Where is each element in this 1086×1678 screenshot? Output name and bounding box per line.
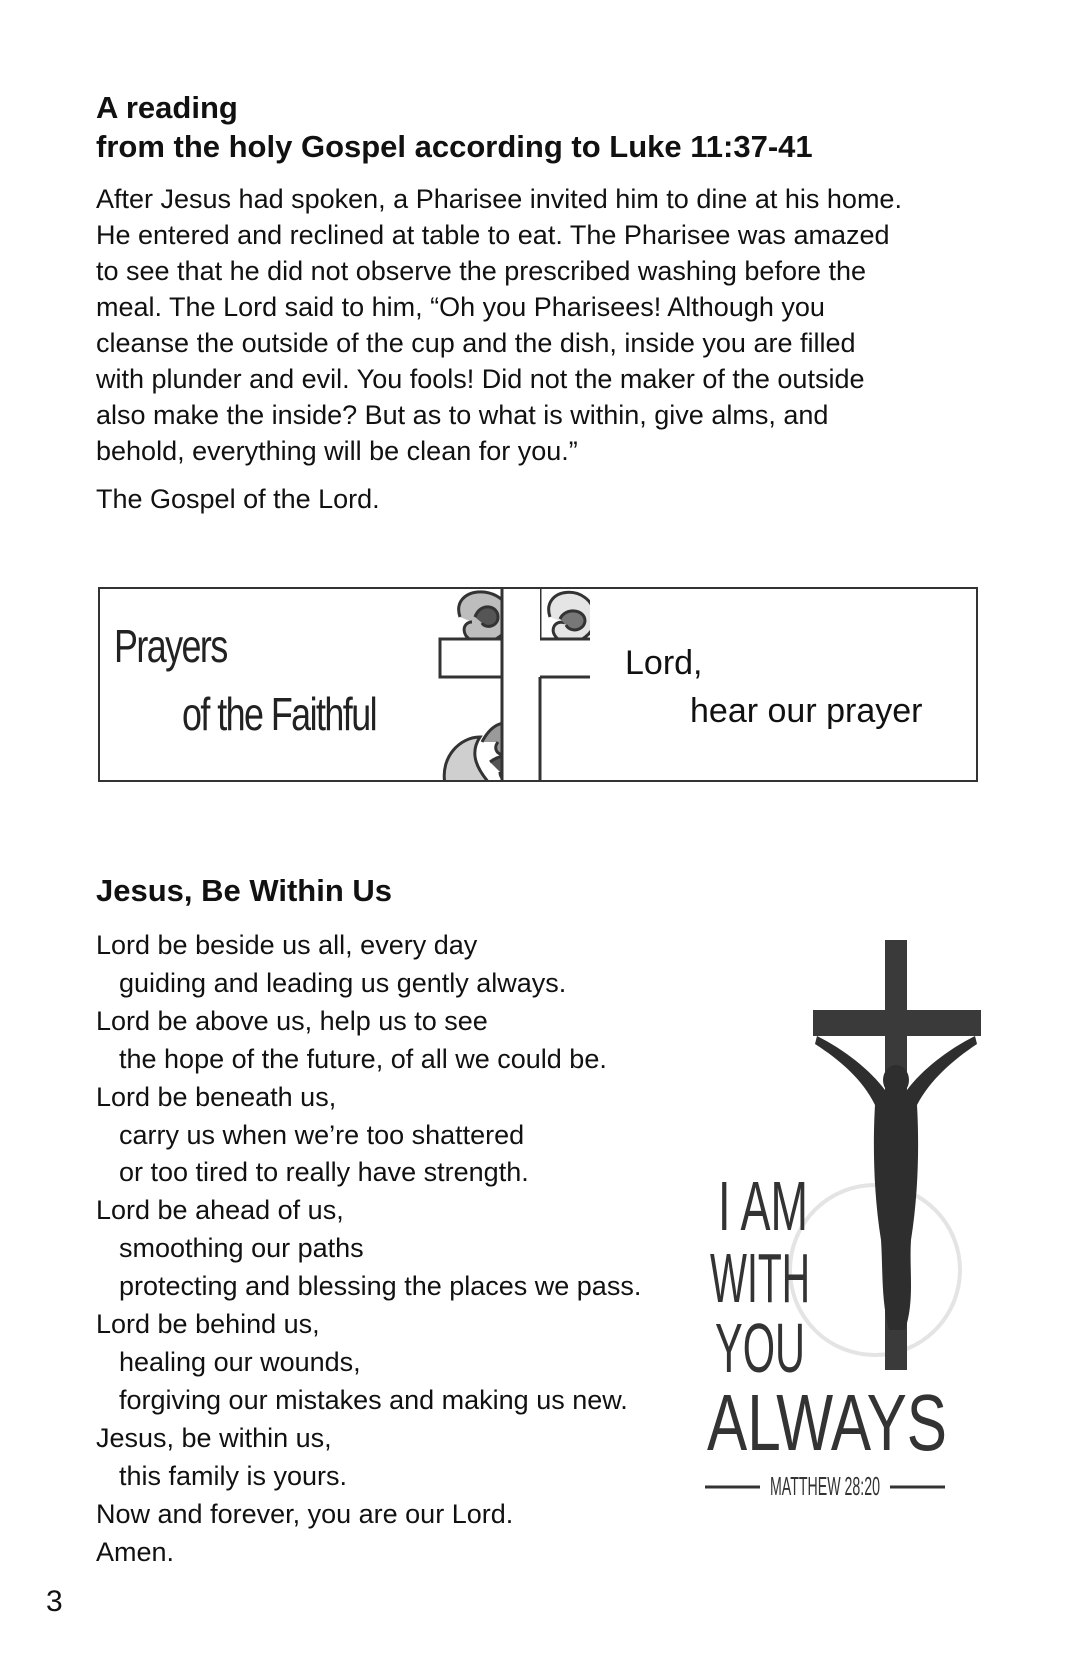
hymn-verse bbox=[96, 927, 716, 1571]
hymn-line: Now and forever, you are our Lord. bbox=[96, 1498, 514, 1529]
hymn-title: Jesus, Be Within Us bbox=[96, 873, 393, 908]
reading-heading bbox=[96, 88, 1016, 166]
reading-line: cleanse the outside of the cup and the dish, inside you are filled bbox=[96, 328, 856, 358]
reading-line: After Jesus had spoken, a Pharisee invited him to dine at his home. bbox=[96, 184, 902, 214]
prayers-title-line1: Prayers bbox=[114, 620, 227, 672]
prayers-banner bbox=[98, 587, 978, 782]
hymn-line: Lord be behind us, bbox=[96, 1309, 320, 1340]
reading-line: with plunder and evil. You fools! Did not the maker of the outside bbox=[96, 364, 865, 394]
reading-body bbox=[96, 181, 1026, 469]
watermark-circle-icon bbox=[790, 1185, 960, 1355]
image-text-line2: WITH bbox=[710, 1239, 810, 1317]
prayer-response-line1: Lord, bbox=[625, 644, 703, 682]
hymn-line: healing our wounds, bbox=[119, 1346, 361, 1377]
prayer-response-line2: hear our prayer bbox=[690, 692, 923, 730]
hymn-line: smoothing our paths bbox=[119, 1233, 364, 1264]
hymn-line: the hope of the future, of all we could be. bbox=[119, 1043, 607, 1074]
image-citation: MATTHEW 28:20 bbox=[770, 1471, 880, 1501]
hymn-line: guiding and leading us gently always. bbox=[119, 967, 567, 998]
reading-line: to see that he did not observe the prescribed washing before the bbox=[96, 256, 867, 286]
hymn-line: Lord be beside us all, every day bbox=[96, 930, 478, 960]
reading-line: meal. The Lord said to him, “Oh you Pharisees! Although you bbox=[96, 292, 825, 322]
hymn-line: Lord be above us, help us to see bbox=[96, 1005, 488, 1036]
hymn-line: forgiving our mistakes and making us new. bbox=[119, 1384, 628, 1415]
hymn-line: Lord be beneath us, bbox=[96, 1081, 337, 1112]
hymn-line: Jesus, be within us, bbox=[96, 1422, 332, 1453]
page-number: 3 bbox=[46, 1585, 63, 1618]
gospel-closing: The Gospel of the Lord. bbox=[96, 484, 380, 514]
image-text-line4: ALWAYS bbox=[707, 1378, 947, 1467]
crucifix-image bbox=[705, 940, 995, 1510]
hymn-line: this family is yours. bbox=[119, 1460, 348, 1491]
hymn-line: Amen. bbox=[96, 1536, 175, 1567]
reading-line: behold, everything will be clean for you.” bbox=[96, 436, 578, 466]
image-text-line1: I AM bbox=[718, 1167, 808, 1245]
prayers-title-line2: of the Faithful bbox=[182, 688, 377, 740]
hymn-line: Lord be ahead of us, bbox=[96, 1195, 344, 1226]
reading-line: also make the inside? But as to what is within, give alms, and bbox=[96, 400, 829, 430]
ornamental-cross-icon bbox=[390, 587, 590, 782]
reading-heading-line1: A reading bbox=[96, 90, 238, 125]
reading-heading-line2: from the holy Gospel according to Luke 11:37-41 bbox=[96, 129, 813, 164]
hymn-line: or too tired to really have strength. bbox=[119, 1157, 529, 1188]
reading-line: He entered and reclined at table to eat. The Pharisee was amazed bbox=[96, 220, 890, 250]
hymn-line: protecting and blessing the places we pass. bbox=[119, 1271, 642, 1302]
image-text-line3: YOU bbox=[715, 1309, 805, 1387]
hymn-line: carry us when we’re too shattered bbox=[119, 1119, 525, 1150]
crucifix-icon bbox=[813, 940, 981, 1370]
